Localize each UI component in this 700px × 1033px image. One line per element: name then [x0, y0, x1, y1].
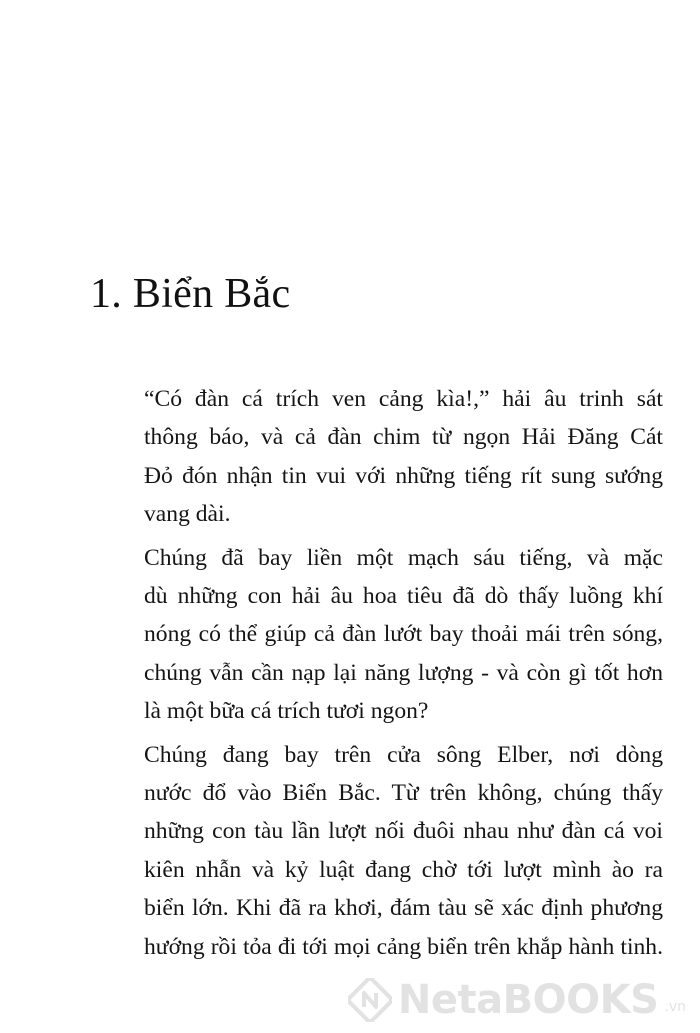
paragraph: [90, 539, 663, 731]
paragraph: [90, 380, 663, 534]
text-line: chúng vẫn cần nạp lại năng lượng - và còn gì tốt hơn: [144, 659, 663, 686]
text-line: biển lớn. Khi đã ra khơi, đám tàu sẽ xác định phương: [144, 895, 663, 922]
text-line: nóng có thể giúp cả đàn lướt bay thoải mái trên sóng,: [144, 621, 663, 648]
text-line: thông báo, và cả đàn chim từ ngọn Hải Đăng Cát: [144, 424, 663, 451]
text-line: những con tàu lần lượt nối đuôi nhau như đàn cá voi: [144, 818, 663, 845]
chapter-title: 1. Biển Bắc: [90, 271, 291, 317]
text-line: hướng rồi tỏa đi tới mọi cảng biển trên khắp hành tinh.: [144, 933, 663, 960]
text-line: vang dài.: [144, 501, 231, 528]
chapter-body: [90, 380, 663, 966]
watermark-suffix: .vn: [664, 999, 686, 1015]
paragraph: [90, 736, 663, 966]
text-line: nước đổ vào Biển Bắc. Từ trên không, chúng thấy: [144, 780, 663, 807]
text-line: “Có đàn cá trích ven cảng kìa!,” hải âu trinh sát: [144, 386, 663, 412]
text-line: Đỏ đón nhận tin vui với những tiếng rít sung sướng: [144, 462, 663, 489]
netabooks-watermark: [348, 977, 686, 1023]
n-logo-icon: [348, 978, 392, 1022]
text-line: Chúng đã bay liền một mạch sáu tiếng, và mặc: [144, 544, 663, 571]
text-line: kiên nhẫn và kỷ luật đang chờ tới lượt mình ào ra: [144, 856, 663, 883]
text-line: là một bữa cá trích tươi ngon?: [144, 698, 429, 725]
watermark-brand: NetaBOOKS: [397, 977, 659, 1023]
text-line: Chúng đang bay trên cửa sông Elber, nơi dòng: [144, 741, 663, 768]
text-line: dù những con hải âu hoa tiêu đã dò thấy luồng khí: [144, 583, 663, 610]
